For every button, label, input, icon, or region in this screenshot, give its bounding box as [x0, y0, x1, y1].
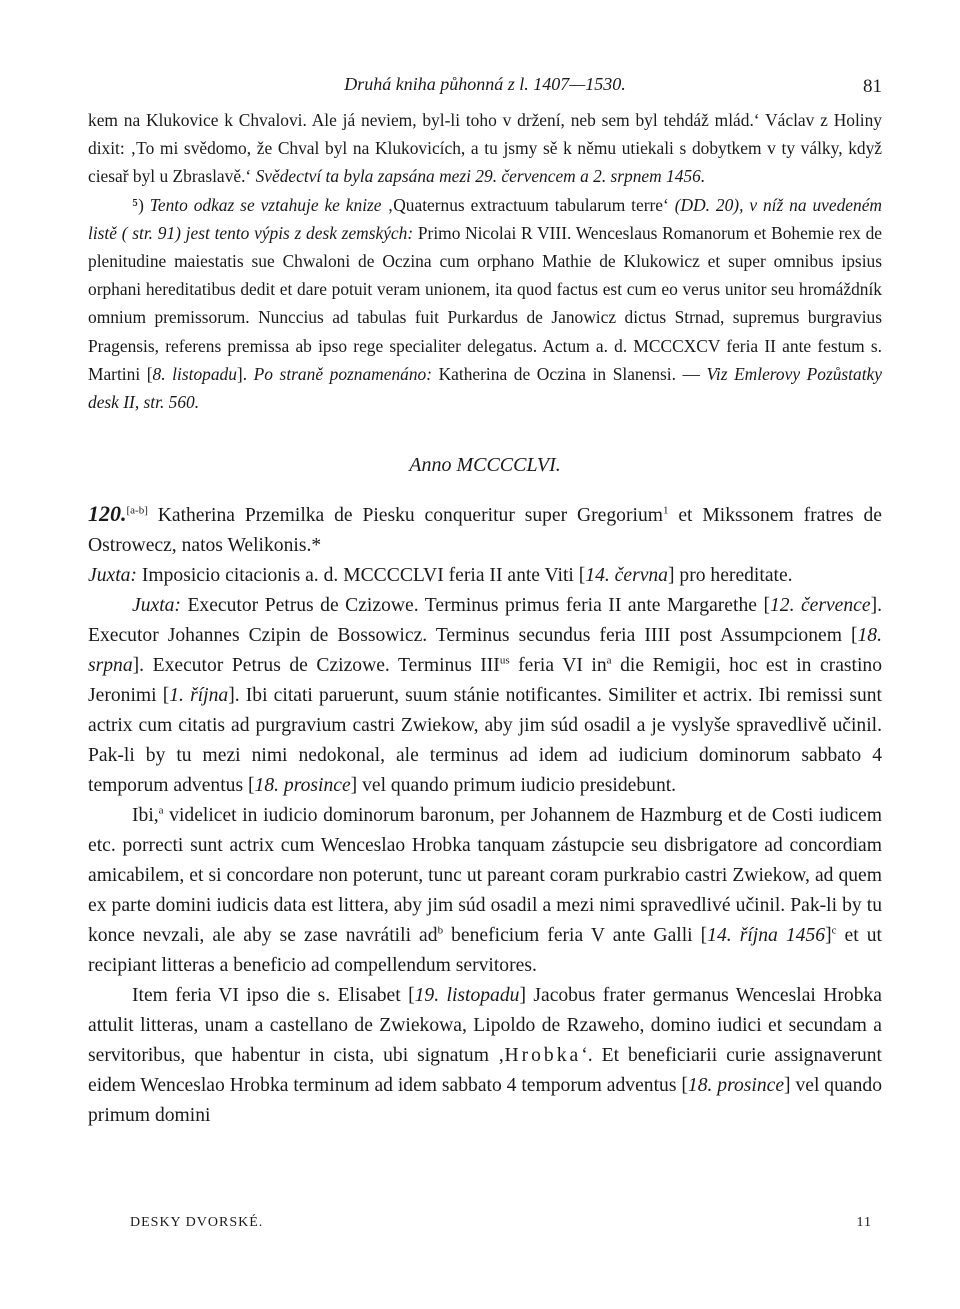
signature-number: 11: [856, 1215, 872, 1230]
paragraph-item: Item feria VI ipso die s. Elisabet [19. listopadu] Jacobus frater germanus Wenceslai Hrobka attulit litteras, unam a castellano de Zwiekowa, Lipoldo de Rzaweho, domino iudici et secundam a servitoribus, que habentur in cista, ubi signatum ‚Hrobka‘. Et beneficiarii curie assignaverunt eidem Wenceslao Hrobka terminum ad idem sabbato 4 temporum adventus [18. prosince] vel quando primum domini: [88, 985, 883, 1127]
paragraph-ibi: Ibi,$^a$ videlicet in iudicio dominorum baronum, per Johannem de Hazmburg et de Costi iudicem etc. porrecti sunt actrix cum Wenceslao Hrobka tanquam zástupcie seu disbrigatore ad concordiam amicabilem, et si concordare non poterunt, tunc ut pareant coram purkrabio castri Zwiekow, ad quem ex parte domini iudicis data est littera, aby jim súd osadil a mezi nimi spravedlivé učinil. Pak-li by tu konce nevzali, ale aby se zase navrátili $ad^b$ beneficium feria V ante Galli [14. října 1456]$^c$ et ut recipiant litteras a beneficio ad compellendum servitores.: [88, 804, 882, 977]
footnote-block: [88, 106, 882, 416]
footnote-5: ⁵) Tento odkaz se vztahuje ke knize ‚Quaternus extractuum tabularum terre‘ (DD. 20), v níž na uvedeném listě ( str. 91) jest tento výpis z desk zemských: Primo Nicolai R VIII. Wenceslaus Romanorum et Bohemie rex de plenitudine maiestatis sue Chwaloni de Oczina cum orphano Mathie de Klukowicz et super omnibus ipsius orphani hereditatibus dedit et dare potuit veram unionem, ita quod factus est cum eo verus unitor seu hromáždník omnium premissorum. Nunccius ad tabulas fuit Purkardus de Janowicz dictus Strnad, supremus burgravius Pragensis, referens premissa ab ipso rege specialiter delegatus. Actum a. d. MCCCXCV feria II ante festum s. Martini [8. listopadu]. Po straně poznamenáno: Katherina de Oczina in Slanensi. — Viz Emlerovy Pozůstatky desk II, str. 560.: [88, 194, 882, 413]
page: [88, 70, 882, 1131]
paragraph-terms: Juxta: Executor Petrus de Czizowe. Terminus primus feria II ante Margarethe [12. července]. Executor Johannes Czipin de Bossowicz. Terminus secundus feria IIII post Assumpcionem [18. srpna]. Executor Petrus de Czizowe. Terminus $III^{us}$ feria VI $in^a$ die Remigii, hoc est in crastino Jeronimi [1. října]. Ibi citati paruerunt, suum stánie notificantes. Similiter et actrix. Ibi remissi sunt actrix cum citatis ad purgravium castri Zwiekow, aby jim súd osadil a je vyslyše spravedlivě učinil. Pak-li by tu mezi nimi nedokonal, ale terminus ad idem ad iudicium dominorum sabbato 4 temporum adventus [18. prosince] vel quando primum iudicio presidebunt.: [88, 595, 883, 797]
year-heading: Anno MCCCCLVI.: [409, 454, 561, 477]
entry-120: [88, 499, 882, 1131]
running-header: [88, 70, 882, 106]
running-title: Druhá kniha půhonná z l. 1407—1530.: [344, 74, 626, 94]
signature-mark: DESKY DVORSKÉ.: [130, 1215, 264, 1230]
footnote-continuation: kem na Klukovice k Chvalovi. Ale já neviem, byl-li toho v držení, neb sem byl tehdáž mlád.‘ Václav z Holiny dixit: ‚To mi svědomo, že Chval byl na Klukovicích, a tu jsmy sě k němu utiekali s dobytkem v ty války, když ciesař byl u Zbraslavě.‘ Svědectví ta byla zapsána mezi 29. červencem a 2. srpnem 1456.: [88, 110, 882, 187]
entry-number: 120.: [88, 501, 127, 527]
entry-opening: 120.[a-b] Katherina Przemilka de Piesku conqueritur super Gregorium$^1$ et Mikssonem fratres de Ostrowecz, natos Welikonis.*: [88, 501, 882, 557]
juxta-note: Juxta: Imposicio citacionis a. d. MCCCCLVI feria II ante Viti [14. června] pro hereditate.: [88, 565, 793, 587]
page-number: 81: [863, 76, 882, 97]
